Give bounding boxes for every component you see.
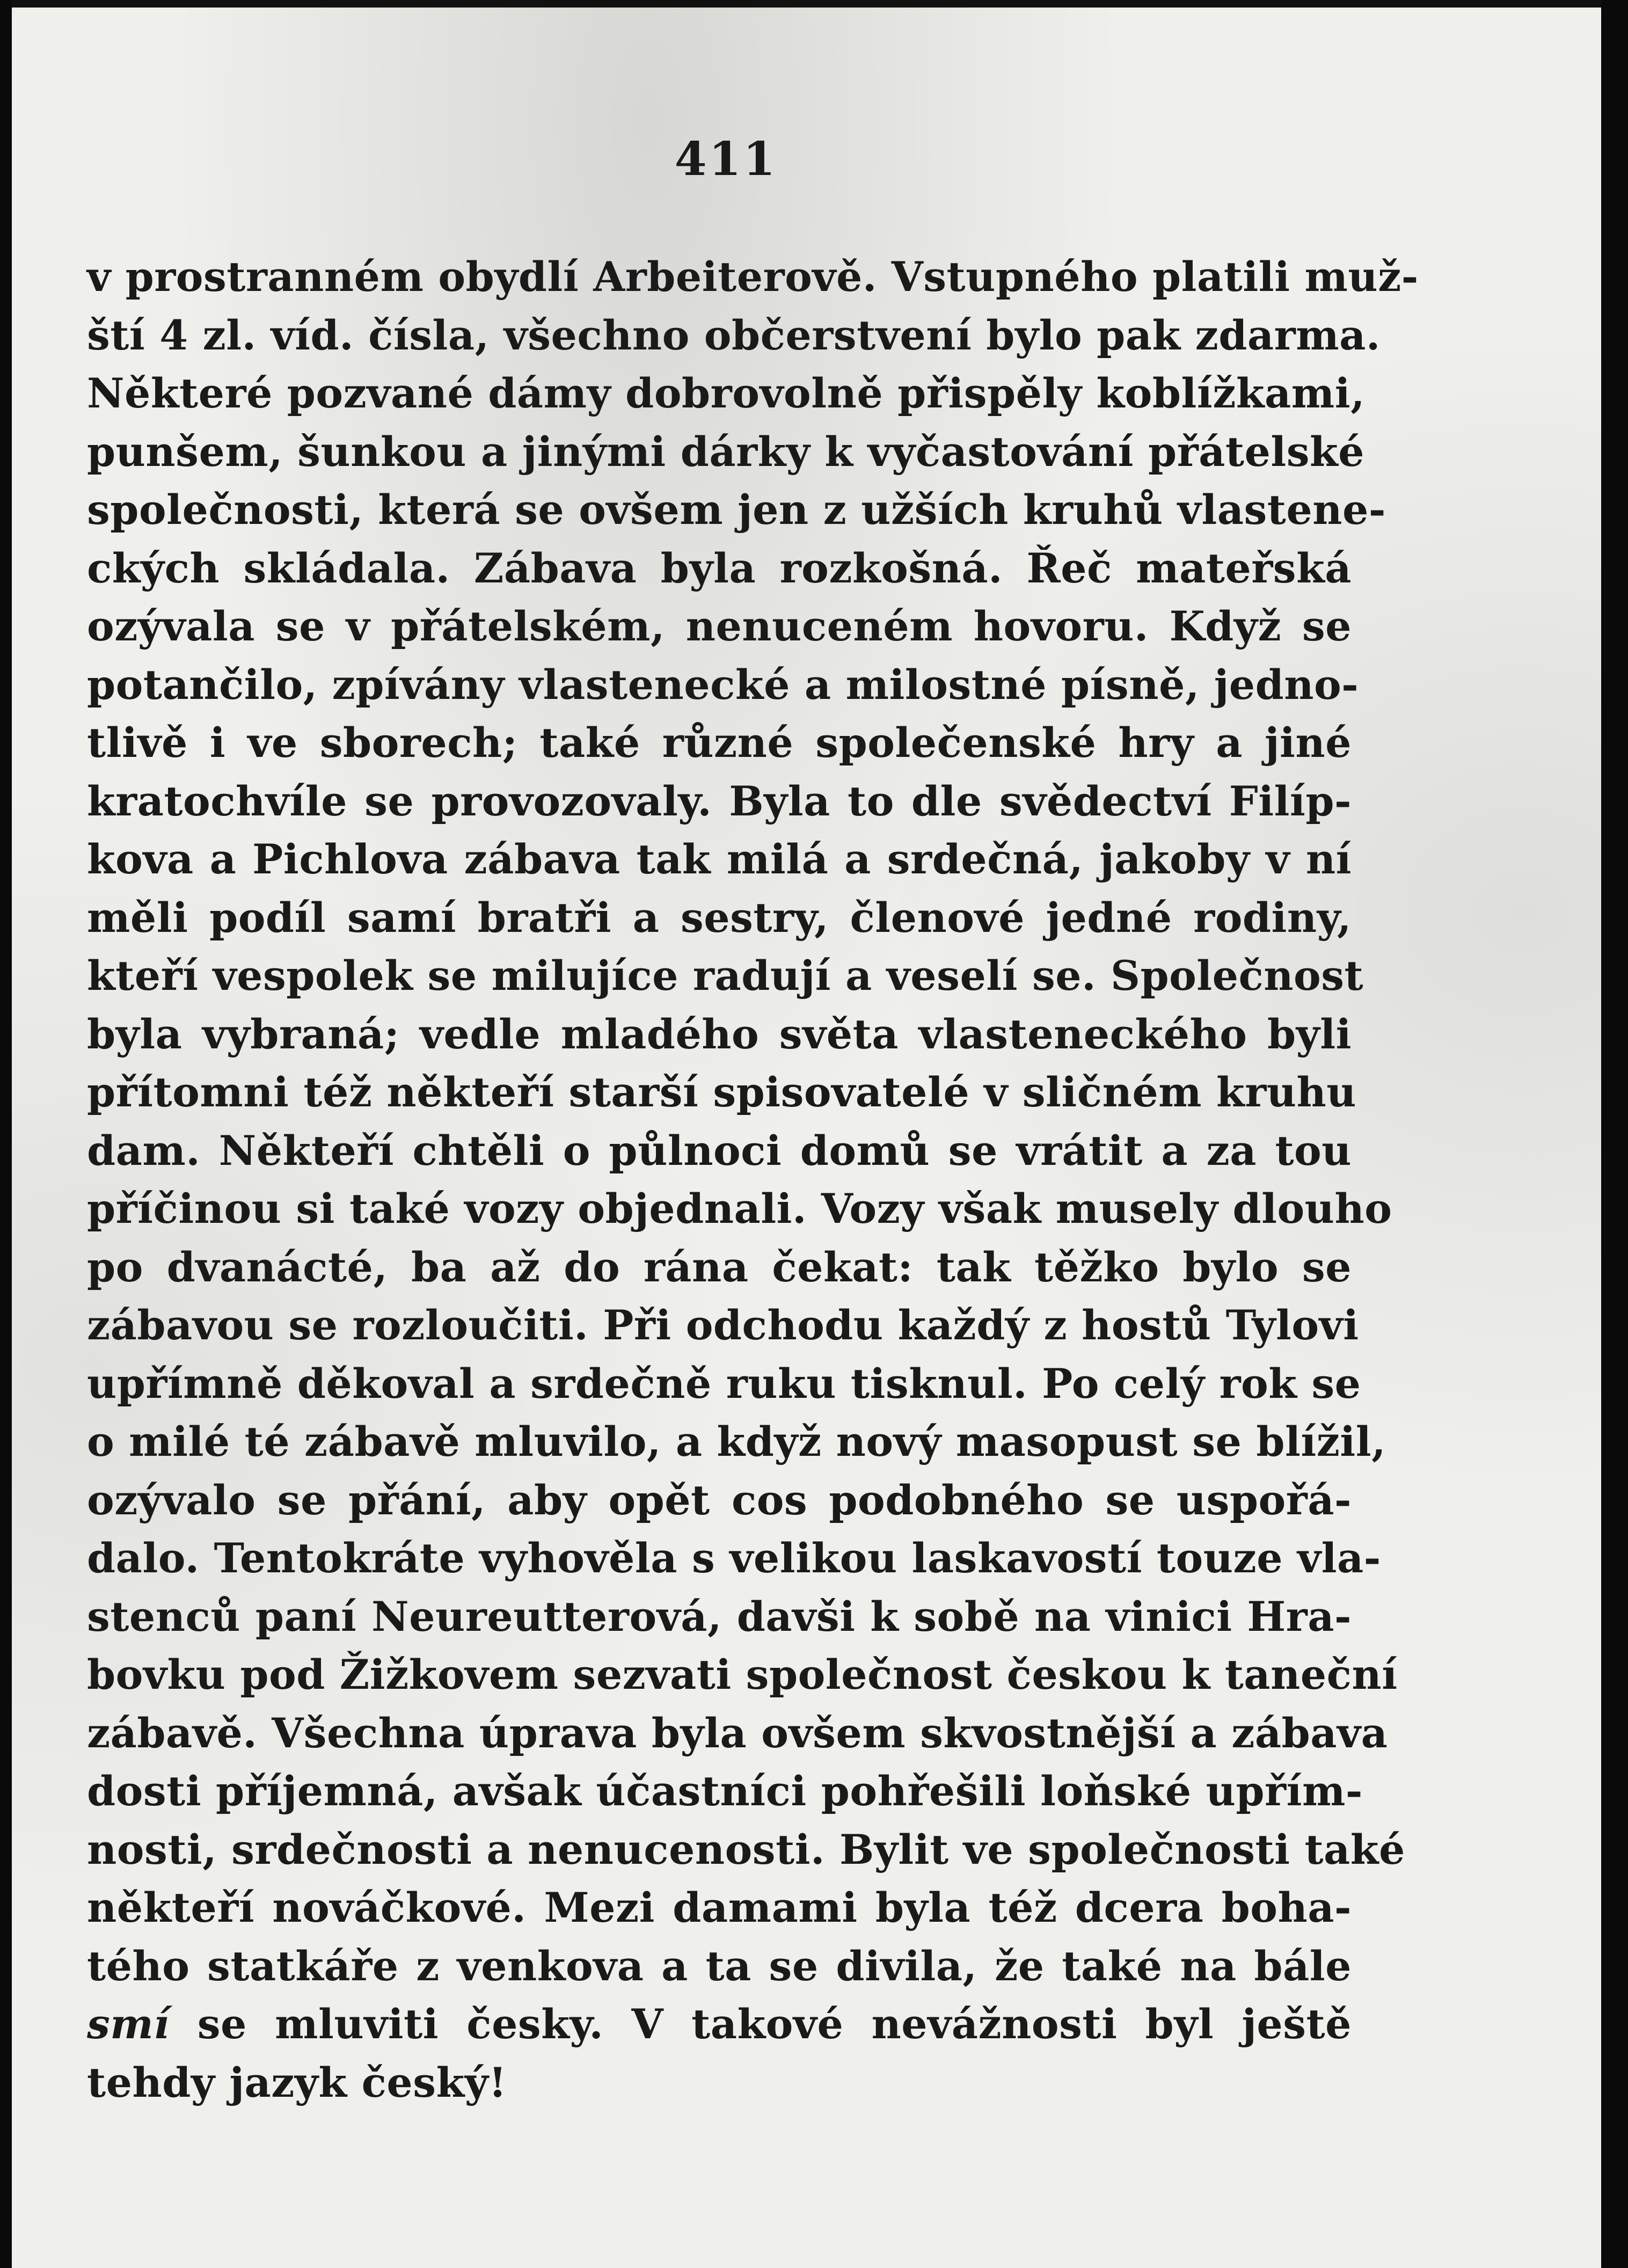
scan-edge-left	[0, 0, 12, 2268]
text-line: tého statkáře z venkova a ta se divila, že také na bále	[87, 1942, 1352, 1990]
text-line: v prostranném obydlí Arbeiterově. Vstupného platili muž-	[87, 253, 1419, 301]
body-text	[87, 248, 1419, 2112]
page-number: 411	[674, 132, 778, 186]
text-line: přítomni též někteří starší spisovatelé v sličném kruhu	[87, 1068, 1357, 1116]
text-line: ckých skládala. Zábava byla rozkošná. Řeč mateřská	[87, 544, 1352, 592]
text-line: měli podíl samí bratři a sestry, členové jedné rodiny,	[87, 893, 1352, 942]
text-line: dosti příjemná, avšak účastníci pohřešili loňské upřím-	[87, 1767, 1363, 1815]
text-line: Některé pozvané dámy dobrovolně přispěly koblížkami,	[87, 369, 1366, 417]
text-line: dam. Někteří chtěli o půlnoci domů se vrátit a za tou	[87, 1126, 1352, 1175]
scan-edge-right	[1601, 0, 1628, 2268]
final-text-line: tehdy jazyk český!	[87, 2058, 507, 2106]
scan-edge-top	[0, 0, 1628, 8]
text-line: potančilo, zpívány vlastenecké a milostné písně, jedno-	[87, 660, 1359, 709]
text-line: stenců paní Neureutterová, davši k sobě na vinici Hra-	[87, 1592, 1352, 1640]
text-line: upřímně děkoval a srdečně ruku tisknul. Po celý rok se	[87, 1359, 1361, 1408]
text-line: zábavě. Všechna úprava byla ovšem skvostnější a zábava	[87, 1709, 1388, 1757]
text-line: byla vybraná; vedle mladého světa vlasteneckého byli	[87, 1010, 1352, 1058]
text-line: o milé té zábavě mluvilo, a když nový masopust se blížil,	[87, 1418, 1386, 1465]
text-line: punšem, šunkou a jinými dárky k vyčastování přátelské	[87, 427, 1365, 476]
page-paper	[12, 8, 1601, 2268]
text-line-with-emphasis	[87, 1995, 1352, 2054]
text-line: zábavou se rozloučiti. Při odchodu každý z hostů Tylovi	[87, 1301, 1359, 1349]
text-line: kratochvíle se provozovaly. Byla to dle svědectví Filíp-	[87, 777, 1352, 825]
text-line: někteří nováčkové. Mezi damami byla též dcera boha-	[87, 1884, 1352, 1931]
text-line: tlivě i ve sborech; také různé společenské hry a jiné	[87, 719, 1352, 767]
text-line: příčinou si také vozy objednali. Vozy však musely dlouho	[87, 1185, 1392, 1233]
text-line: dalo. Tentokráte vyhověla s velikou laskavostí touze vla-	[87, 1534, 1381, 1582]
text-line: kova a Pichlova zábava tak milá a srdečná, jakoby v ní	[87, 835, 1352, 883]
text-line: po dvanácté, ba až do rána čekat: tak těžko bylo se	[87, 1243, 1352, 1291]
text-line: nosti, srdečnosti a nenucenosti. Bylit ve společnosti také	[87, 1825, 1405, 1873]
text-line: bovku pod Žižkovem sezvati společnost českou k taneční	[87, 1651, 1398, 1698]
text-line: kteří vespolek se milujíce radují a veselí se. Společnost	[87, 952, 1364, 1000]
text-line-rest: se mluviti česky. V takové nevážnosti byl ještě	[169, 2000, 1352, 2048]
text-line: ozývala se v přátelském, nenuceném hovoru. Když se	[87, 602, 1352, 650]
text-line: ští 4 zl. víd. čísla, všechno občerstvení bylo pak zdarma.	[87, 311, 1381, 359]
text-line: společnosti, která se ovšem jen z užších kruhů vlastene-	[87, 486, 1386, 534]
text-line: ozývalo se přání, aby opět cos podobného se uspořá-	[87, 1476, 1352, 1524]
emphasized-word: smí	[87, 2000, 170, 2048]
